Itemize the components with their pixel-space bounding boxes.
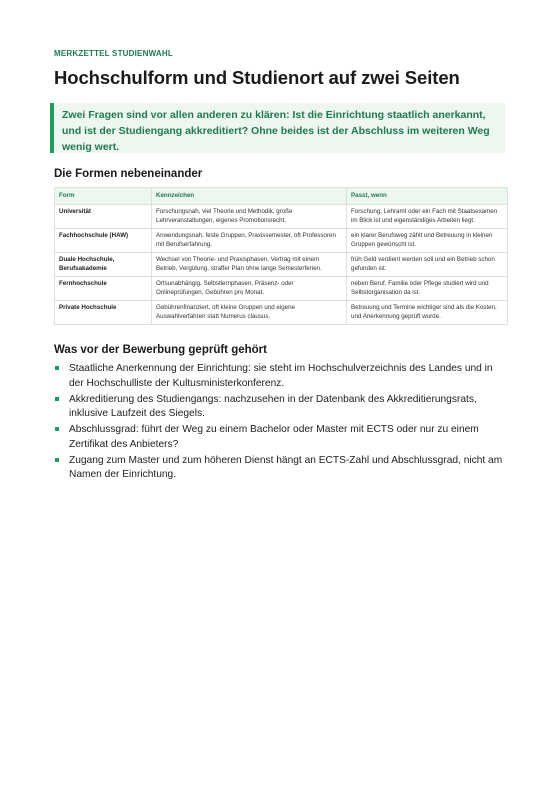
list-item-text: Zugang zum Master und zum höheren Dienst hängt an ECTS-Zahl und Abschlussgrad, nicht am Namen der Einrichtung. bbox=[69, 454, 503, 480]
table-cell-fits: Forschung, Lehramt oder ein Fach mit Staatsexamen im Blick ist und eigenständiges Arbeiten liegt. bbox=[347, 204, 508, 228]
page-title: Hochschulform und Studienort auf zwei Seiten bbox=[54, 67, 460, 88]
table-row bbox=[55, 276, 508, 300]
table-cell-form: Fernhochschule bbox=[55, 276, 152, 300]
table-cell-form: Fachhochschule (HAW) bbox=[55, 228, 152, 252]
checklist bbox=[54, 362, 509, 484]
key-questions-callout: Zwei Fragen sind vor allen anderen zu klären: Ist die Einrichtung staatlich anerkannt, und ist der Studiengang akkreditiert? Ohne beides ist der Abschluss im weiteren Weg wenig wert. bbox=[50, 103, 505, 153]
table-cell-features: Gebührenfinanziert, oft kleine Gruppen und eigene Auswahlverfahren statt Numerus clausus. bbox=[152, 300, 347, 324]
square-bullet-icon bbox=[55, 427, 59, 431]
square-bullet-icon bbox=[55, 397, 59, 401]
table-cell-form: Private Hochschule bbox=[55, 300, 152, 324]
column-header-form: Form bbox=[55, 188, 152, 205]
table-cell-features: Wechsel von Theorie- und Praxisphasen, Vertrag mit einem Betrieb, Vergütung, straffer Plan ohne lange Semesterferien. bbox=[152, 252, 347, 276]
table-cell-form: Duale Hochschule, Berufsakademie bbox=[55, 252, 152, 276]
list-item bbox=[54, 393, 509, 422]
list-item bbox=[54, 423, 509, 452]
square-bullet-icon bbox=[55, 458, 59, 462]
table-cell-fits: ein klarer Berufsweg zählt und Betreuung in kleinen Gruppen gewünscht ist. bbox=[347, 228, 508, 252]
table-cell-features: Ortsunabhängig, Selbstlernphasen, Präsenz- oder Onlineprüfungen, Gebühren pro Monat. bbox=[152, 276, 347, 300]
table-cell-features: Forschungsnah, viel Theorie und Methodik, große Lehrveranstaltungen, eigenes Promotionsrecht. bbox=[152, 204, 347, 228]
checklist-section-heading: Was vor der Bewerbung geprüft gehört bbox=[54, 344, 267, 356]
column-header-features: Kennzeichen bbox=[152, 188, 347, 205]
forms-table bbox=[54, 187, 508, 325]
list-item bbox=[54, 454, 509, 483]
square-bullet-icon bbox=[55, 366, 59, 370]
table-row bbox=[55, 228, 508, 252]
table-cell-fits: früh Geld verdient werden soll und ein Betrieb schon gefunden ist. bbox=[347, 252, 508, 276]
list-item-text: Staatliche Anerkennung der Einrichtung: sie steht im Hochschulverzeichnis des Landes und in der Hochschulliste der Kultusministerkonferenz. bbox=[69, 363, 493, 389]
table-row bbox=[55, 204, 508, 228]
list-item-text: Akkreditierung des Studiengangs: nachzusehen in der Datenbank des Akkreditierungsrats, inklusive Laufzeit des Siegels. bbox=[69, 393, 477, 419]
table-cell-form: Universität bbox=[55, 204, 152, 228]
table-row bbox=[55, 300, 508, 324]
table-header-row bbox=[55, 188, 508, 205]
list-item-text: Abschlussgrad: führt der Weg zu einem Bachelor oder Master mit ECTS oder nur zu einem Zertifikat des Anbieters? bbox=[69, 424, 479, 450]
table-cell-fits: Betreuung und Termine wichtiger sind als die Kosten, und Anerkennung geprüft wurde. bbox=[347, 300, 508, 324]
document-kicker: MERKZETTEL STUDIENWAHL bbox=[54, 49, 173, 58]
table-cell-features: Anwendungsnah, feste Gruppen, Praxissemester, oft Professoren mit Berufserfahrung. bbox=[152, 228, 347, 252]
table-cell-fits: neben Beruf, Familie oder Pflege studiert wird und Selbstorganisation da ist. bbox=[347, 276, 508, 300]
forms-section-heading: Die Formen nebeneinander bbox=[54, 168, 203, 180]
list-item bbox=[54, 362, 509, 391]
column-header-fits: Passt, wenn bbox=[347, 188, 508, 205]
table-row bbox=[55, 252, 508, 276]
